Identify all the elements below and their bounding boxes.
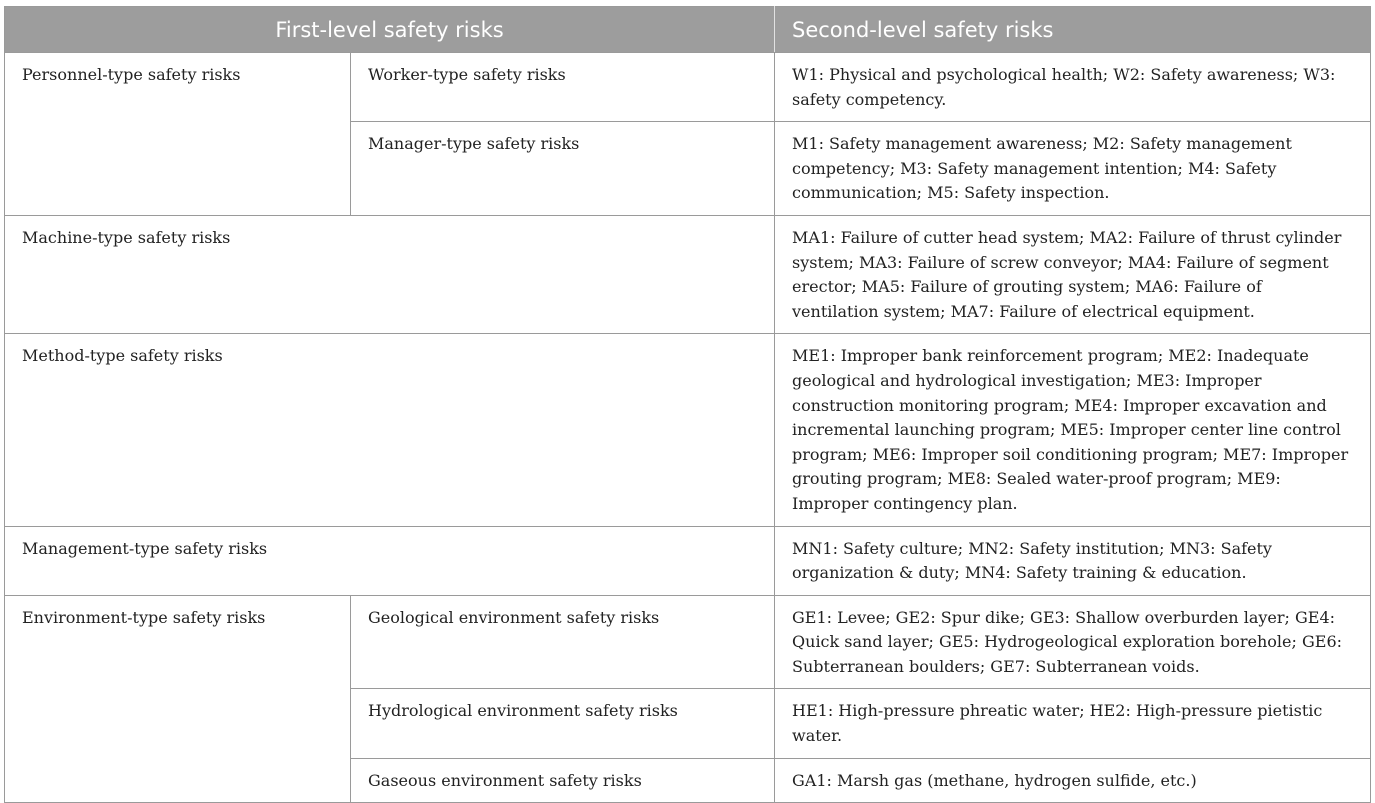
category-cell: Machine-type safety risks <box>5 215 775 333</box>
risks-cell: M1: Safety management awareness; M2: Safety management competency; M3: Safety management intention; M4: Safety communication; M5: Safety inspection. <box>775 122 1371 216</box>
header-first-level: First-level safety risks <box>5 7 775 53</box>
table-header-row <box>5 7 1371 53</box>
table-row <box>5 215 1371 333</box>
risks-cell: W1: Physical and psychological health; W2: Safety awareness; W3: safety competency. <box>775 53 1371 122</box>
subcategory-cell: Worker-type safety risks <box>351 53 775 122</box>
risks-cell: MN1: Safety culture; MN2: Safety institution; MN3: Safety organization & duty; MN4: Safety training & education. <box>775 526 1371 595</box>
category-cell: Personnel-type safety risks <box>5 53 351 216</box>
category-cell: Method-type safety risks <box>5 334 775 526</box>
table-row <box>5 334 1371 526</box>
category-cell: Management-type safety risks <box>5 526 775 595</box>
category-cell: Environment-type safety risks <box>5 595 351 803</box>
table-row <box>5 53 1371 122</box>
subcategory-cell: Manager-type safety risks <box>351 122 775 216</box>
risks-cell: MA1: Failure of cutter head system; MA2: Failure of thrust cylinder system; MA3: Failure of screw conveyor; MA4: Failure of segment erector; MA5: Failure of grouting system; MA6: Failure of ventilation system; MA7: Failure of electrical equipment. <box>775 215 1371 333</box>
risks-cell: HE1: High-pressure phreatic water; HE2: High-pressure pietistic water. <box>775 689 1371 758</box>
safety-risk-table <box>4 6 1371 803</box>
risks-cell: GE1: Levee; GE2: Spur dike; GE3: Shallow overburden layer; GE4: Quick sand layer; GE5: Hydrogeological exploration borehole; GE6: Subterranean boulders; GE7: Subterranean voids. <box>775 595 1371 689</box>
risks-cell: GA1: Marsh gas (methane, hydrogen sulfide, etc.) <box>775 758 1371 803</box>
header-second-level: Second-level safety risks <box>775 7 1371 53</box>
table-row <box>5 526 1371 595</box>
subcategory-cell: Gaseous environment safety risks <box>351 758 775 803</box>
table-row <box>5 595 1371 689</box>
risks-cell: ME1: Improper bank reinforcement program; ME2: Inadequate geological and hydrological investigation; ME3: Improper construction monitoring program; ME4: Improper excavation and incremental launching program; ME5: Improper center line control program; ME6: Improper soil conditioning program; ME7: Improper grouting program; ME8: Sealed water-proof program; ME9: Improper contingency plan. <box>775 334 1371 526</box>
subcategory-cell: Hydrological environment safety risks <box>351 689 775 758</box>
subcategory-cell: Geological environment safety risks <box>351 595 775 689</box>
